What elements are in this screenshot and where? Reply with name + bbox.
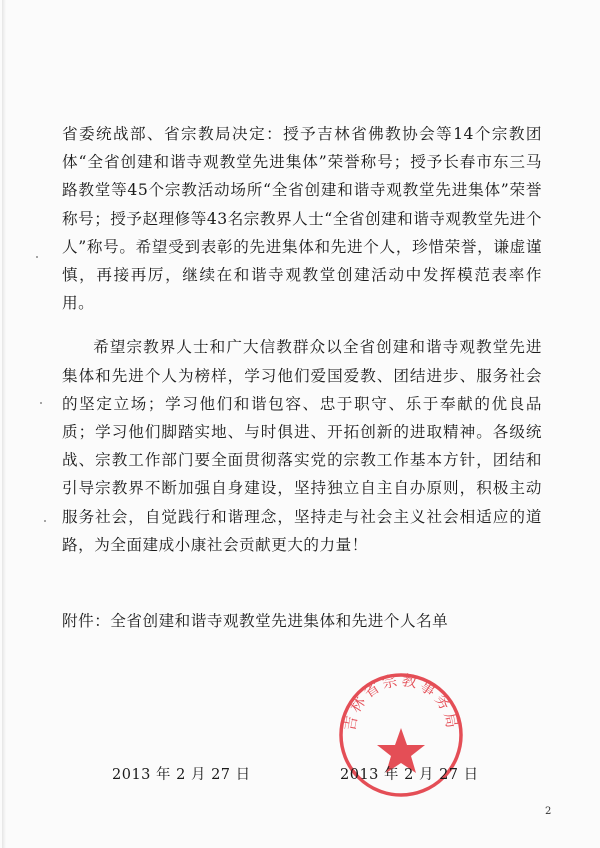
date-right: 2013 年 2 月 27 日 (340, 767, 479, 783)
attachment-line: 附件：全省创建和谐寺观教堂先进集体和先进个人名单 (62, 612, 449, 630)
scan-edge (2, 0, 6, 848)
date-left: 2013 年 2 月 27 日 (112, 767, 251, 783)
paragraph-appeal: 希望宗教界人士和广大信教群众以全省创建和谐寺观教堂先进集体和先进个人为榜样，学习他们爱国爱教、团结进步、服务社会的坚定立场；学习他们和谐包容、忠于职守、乐于奉献的优良品质；学习他们脚踏实地、与时俱进、开拓创新的进取精神。各级统战、宗教工作部门要全面贯彻落实党的宗教工作基本方针，团结和引导宗教界不断加强自身建设，坚持独立自主自办原则，积极主动服务社会，自觉践行和谐理念，坚持走与社会主义社会相适应的道路，为全面建成小康社会贡献更大的力量！ (62, 338, 542, 554)
scan-speck (44, 520, 46, 522)
paragraph-gap (62, 317, 542, 333)
page-number: 2 (545, 806, 552, 817)
scan-speck (40, 402, 42, 404)
svg-text:吉林省宗教事务局: 吉林省宗教事务局 (340, 671, 462, 733)
scan-speck (36, 256, 38, 258)
document-body (62, 120, 542, 559)
paragraph-decision: 省委统战部、省宗教局决定：授予吉林省佛教协会等14个宗教团体“全省创建和谐寺观教堂先进集体”荣誉称号；授予长春市东三马路教堂等45个宗教活动场所“全省创建和谐寺观教堂先进集体”荣誉称号；授予赵理修等43名宗教界人士“全省创建和谐寺观教堂先进个人”称号。希望受到表彰的先进集体和先进个人，珍惜荣誉，谦虚谨慎，再接再厉，继续在和谐寺观教堂创建活动中发挥模范表率作用。 (62, 125, 542, 313)
